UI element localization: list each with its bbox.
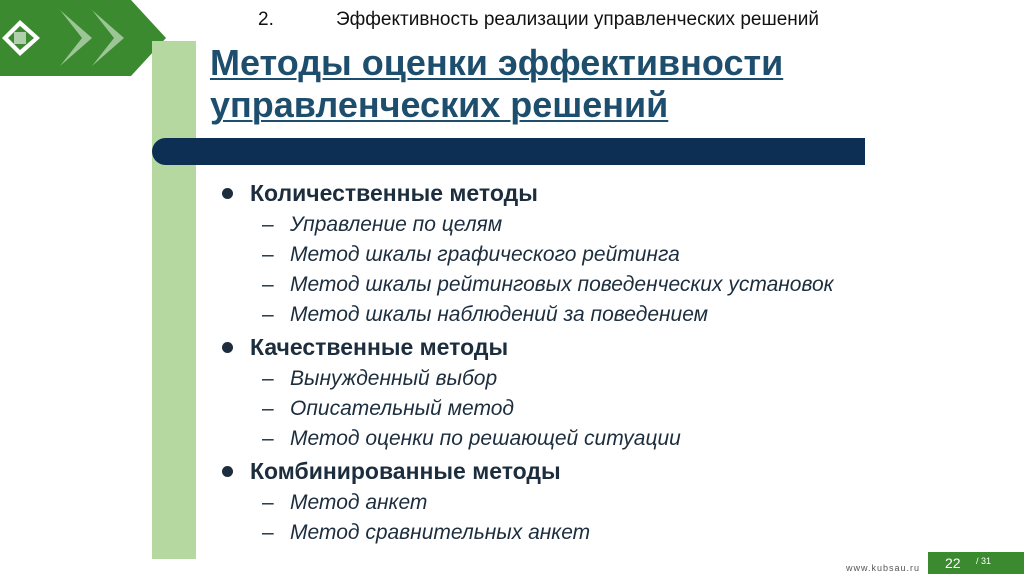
header-number: 2. — [258, 9, 274, 30]
section-heading — [216, 330, 956, 364]
dash-icon: – — [262, 273, 274, 296]
slide-title-line2: управленческих решений — [210, 84, 669, 125]
list-item-label: Вынужденный выбор — [290, 367, 498, 390]
list-item — [216, 364, 956, 394]
slide-title — [210, 42, 870, 126]
list-item — [216, 518, 956, 548]
dash-icon: – — [262, 521, 274, 544]
list-item-label: Метод шкалы наблюдений за поведением — [290, 303, 709, 326]
list-item-label: Метод шкалы графического рейтинга — [290, 243, 680, 266]
slide-title-line1: Методы оценки эффективности — [210, 42, 784, 83]
list-item — [216, 270, 956, 300]
list-item-label: Описательный метод — [290, 397, 515, 420]
section-heading — [216, 454, 956, 488]
navy-divider-bar — [152, 138, 865, 165]
bullet-dot-icon — [222, 466, 233, 477]
list-item-label: Метод анкет — [290, 491, 428, 514]
list-item — [216, 210, 956, 240]
footer-url[interactable]: www.kubsau.ru — [846, 563, 921, 573]
list-item-label: Метод сравнительных анкет — [290, 521, 591, 544]
list-item — [216, 394, 956, 424]
section-heading-label: Качественные методы — [250, 334, 509, 360]
dash-icon: – — [262, 303, 274, 326]
header-title: Эффективность реализации управленческих решений — [336, 9, 819, 30]
section-heading-label: Количественные методы — [250, 180, 538, 206]
dash-icon: – — [262, 427, 274, 450]
section-combined — [216, 454, 956, 548]
dash-icon: – — [262, 491, 274, 514]
kubsau-logo-icon — [0, 0, 170, 76]
page-number: 22 — [945, 555, 961, 571]
bullet-dot-icon — [222, 188, 233, 199]
section-heading — [216, 176, 956, 210]
dash-icon: – — [262, 243, 274, 266]
methods-list — [216, 176, 956, 548]
list-item-label: Метод шкалы рейтинговых поведенческих установок — [290, 273, 834, 296]
list-item — [216, 488, 956, 518]
page-total: / 31 — [976, 556, 992, 566]
section-qualitative — [216, 330, 956, 454]
list-item — [216, 424, 956, 454]
list-item-label: Метод оценки по решающей ситуации — [290, 427, 681, 450]
dash-icon: – — [262, 213, 274, 236]
section-quantitative — [216, 176, 956, 330]
list-item — [216, 240, 956, 270]
bullet-dot-icon — [222, 342, 233, 353]
green-side-bar — [152, 41, 196, 559]
dash-icon: – — [262, 367, 274, 390]
dash-icon: – — [262, 397, 274, 420]
list-item-label: Управление по целям — [290, 213, 503, 236]
section-heading-label: Комбинированные методы — [250, 458, 561, 484]
list-item — [216, 300, 956, 330]
